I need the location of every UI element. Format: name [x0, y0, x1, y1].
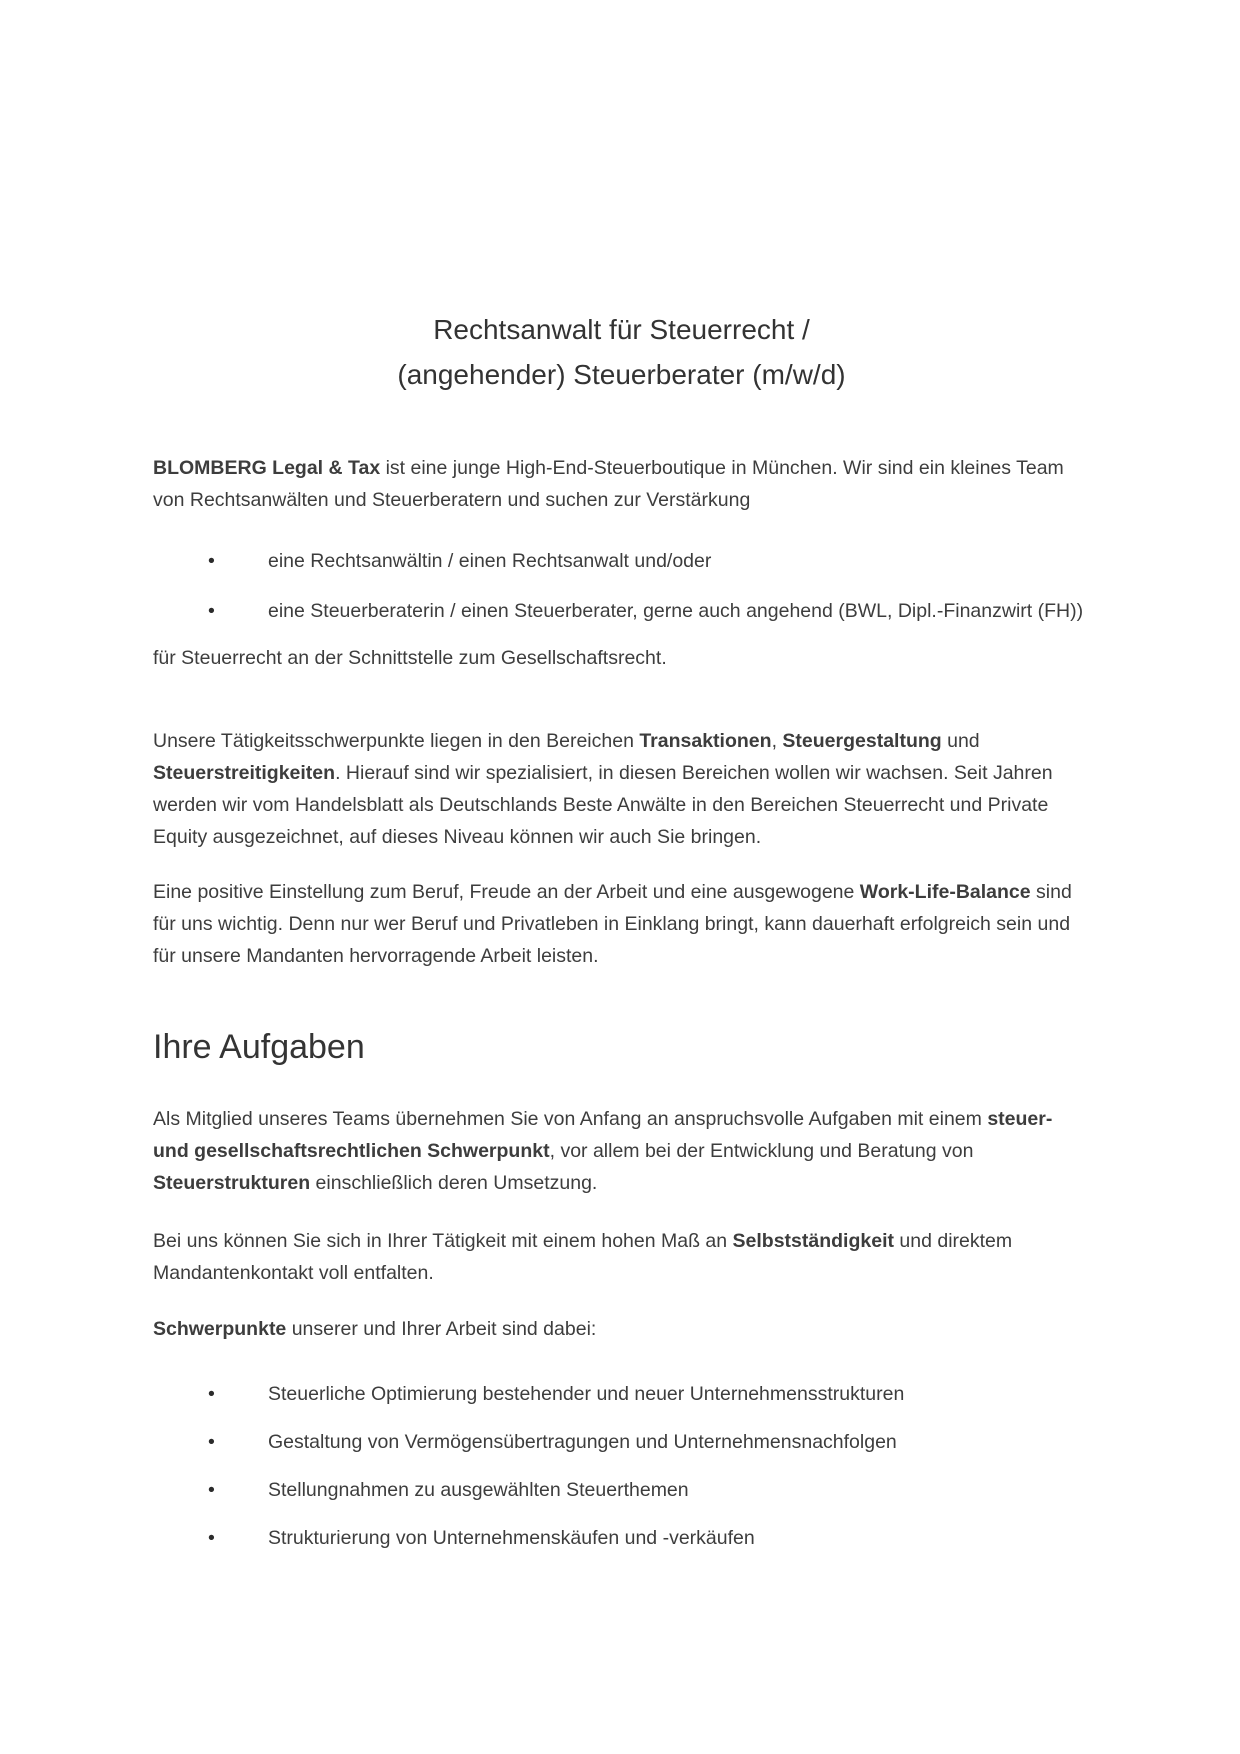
positions-list: [153, 545, 1085, 627]
job-title-line-2: (angehender) Steuerberater (m/w/d): [397, 359, 846, 390]
list-item-text: eine Steuerberaterin / einen Steuerberater, gerne auch angehend (BWL, Dipl.-Finanzwirt (FH)): [268, 600, 1084, 622]
independence-paragraph: Bei uns können Sie sich in Ihrer Tätigkeit mit einem hohen Maß an Selbstständigkeit und direktem Mandantenkontakt voll entfalten.: [153, 1230, 1013, 1284]
list-item: [153, 1426, 1085, 1458]
intro-tail-paragraph: für Steuerrecht an der Schnittstelle zum Gesellschaftsrecht.: [153, 647, 667, 669]
list-item: [153, 1378, 1085, 1410]
list-item: [153, 545, 1085, 577]
bullet-icon: •: [208, 600, 215, 622]
bullet-icon: •: [208, 1479, 215, 1501]
list-item-text: Steuerliche Optimierung bestehender und neuer Unternehmensstrukturen: [268, 1383, 905, 1405]
tasks-intro-paragraph: Als Mitglied unseres Teams übernehmen Sie von Anfang an anspruchsvolle Aufgaben mit einem steuer- und gesellschaftsrechtlichen Schwerpunkt, vor allem bei der Entwicklung und Beratung von Steuerstrukturen einschließlich deren Umsetzung.: [153, 1108, 1053, 1194]
bullet-icon: •: [208, 1383, 215, 1405]
bullet-icon: •: [208, 1527, 215, 1549]
job-title: [153, 307, 1090, 397]
list-item-text: Stellungnahmen zu ausgewählten Steuerthemen: [268, 1479, 689, 1501]
schwerpunkte-lead-paragraph: Schwerpunkte unserer und Ihrer Arbeit sind dabei:: [153, 1318, 597, 1340]
intro-paragraph: BLOMBERG Legal & Tax ist eine junge High-End-Steuerboutique in München. Wir sind ein kleines Team von Rechtsanwälten und Steuerberatern und suchen zur Verstärkung: [153, 457, 1064, 511]
job-title-line-1: Rechtsanwalt für Steuerrecht /: [433, 314, 810, 345]
bullet-icon: •: [208, 1431, 215, 1453]
list-item: [153, 1474, 1085, 1506]
list-item-text: Strukturierung von Unternehmenskäufen und -verkäufen: [268, 1527, 755, 1549]
section-heading-ihre-aufgaben: Ihre Aufgaben: [153, 1028, 365, 1066]
schwerpunkte-list: [153, 1378, 1085, 1554]
list-item: [153, 595, 1085, 627]
list-item-text: eine Rechtsanwältin / einen Rechtsanwalt und/oder: [268, 550, 712, 572]
list-item-text: Gestaltung von Vermögensübertragungen und Unternehmensnachfolgen: [268, 1431, 897, 1453]
focus-paragraph: Unsere Tätigkeitsschwerpunkte liegen in den Bereichen Transaktionen, Steuergestaltung und Steuerstreitigkeiten. Hierauf sind wir spezialisiert, in diesen Bereichen wollen wir wachsen. Seit Jahren werden wir vom Handelsblatt als Deutschlands Beste Anwälte in den Bereichen Steuerrecht und Private Equity ausgezeichnet, auf dieses Niveau können wir auch Sie bringen.: [153, 730, 1053, 848]
worklife-paragraph: Eine positive Einstellung zum Beruf, Freude an der Arbeit und eine ausgewogene Work-Life-Balance sind für uns wichtig. Denn nur wer Beruf und Privatleben in Einklang bringt, kann dauerhaft erfolgreich sein und für unsere Mandanten hervorragende Arbeit leisten.: [153, 881, 1072, 967]
document-content: [153, 0, 1090, 1554]
bullet-icon: •: [208, 550, 215, 572]
list-item: [153, 1522, 1085, 1554]
